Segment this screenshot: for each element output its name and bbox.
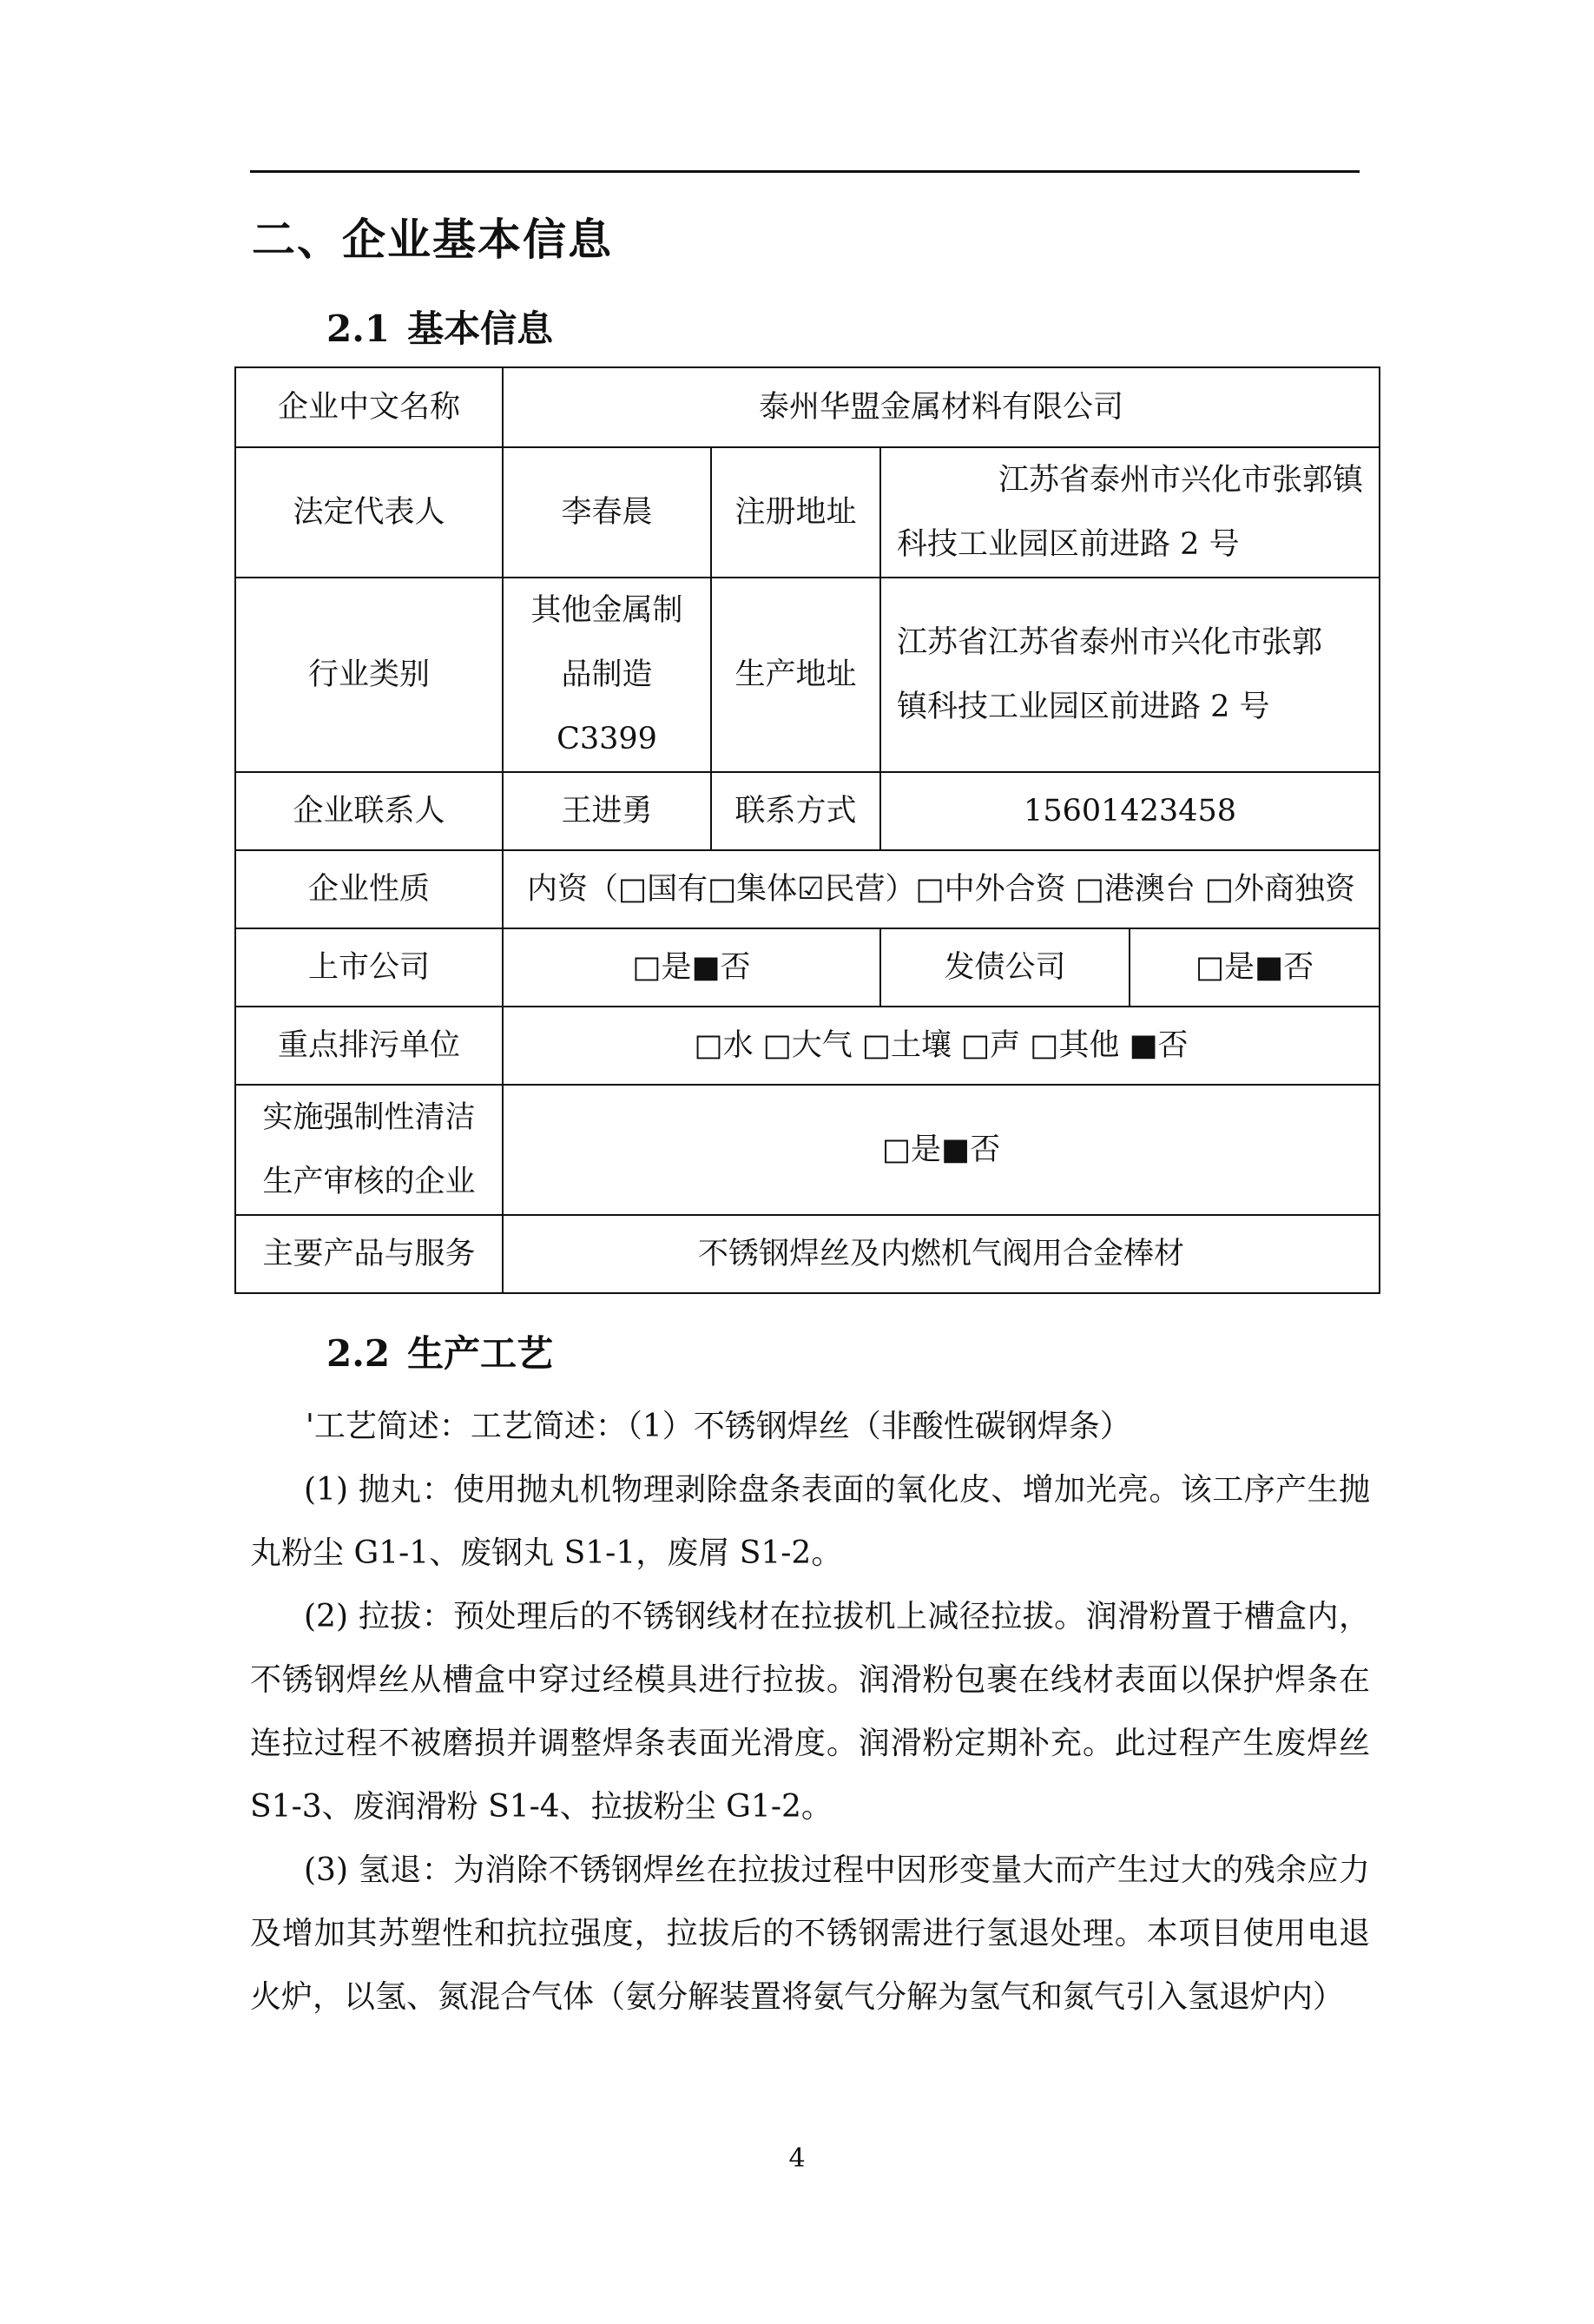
label-phone: 联系方式 xyxy=(711,772,880,850)
key-polluter: □水 □大气 □土壤 □声 □其他 ■否 xyxy=(503,1007,1380,1085)
label-key-polluter: 重点排污单位 xyxy=(235,1007,503,1085)
process-intro: '工艺简述：工艺简述：（1）不锈钢焊丝（非酸性碳钢焊条） xyxy=(306,1409,1131,1444)
label-prod-address: 生产地址 xyxy=(711,578,880,772)
reg-address xyxy=(880,447,1380,578)
subsection-number: 2.2 xyxy=(326,1332,391,1375)
subsection-title-process xyxy=(326,1325,553,1377)
table-row xyxy=(235,578,1380,772)
industry-code: C3399 xyxy=(557,722,657,756)
table-row xyxy=(235,1085,1380,1215)
bond-status: □是■否 xyxy=(1130,928,1380,1007)
label-reg-address: 注册地址 xyxy=(711,447,880,578)
reg-address-line2: 科技工业园区前进路 2 号 xyxy=(897,527,1240,562)
label-clean-audit xyxy=(235,1085,503,1215)
section-title: 二、企业基本信息 xyxy=(252,215,613,265)
table-row xyxy=(235,1007,1380,1085)
table-row xyxy=(235,447,1380,578)
table-row xyxy=(235,367,1380,447)
paragraph-text: (3) 氢退：为消除不锈钢焊丝在拉拔过程中因形变量大而产生过大的残余应力及增加其苏塑性和抗拉强度，拉拔后的不锈钢需进行氢退处理。本项目使用电退火炉，以氢、氮混合气体（氨分解装置将氨气分解为氢气和氮气引入氢退炉内） xyxy=(250,1852,1370,2015)
subsection-title-basic-info xyxy=(326,300,553,353)
label-clean-audit-line2: 生产审核的企业 xyxy=(262,1165,476,1199)
industry-line2: 品制造 xyxy=(561,657,653,692)
basic-info-table xyxy=(234,366,1380,1294)
subsection-label: 基本信息 xyxy=(407,307,554,350)
process-step-annealing xyxy=(250,1839,1370,2029)
subsection-number: 2.1 xyxy=(326,307,391,350)
phone: 15601423458 xyxy=(880,772,1380,850)
table-row xyxy=(235,772,1380,850)
page-number: 4 xyxy=(788,2143,806,2174)
prod-address xyxy=(880,578,1380,772)
prod-address-line2: 镇科技工业园区前进路 2 号 xyxy=(897,690,1270,724)
label-industry: 行业类别 xyxy=(235,578,503,772)
legal-rep: 李春晨 xyxy=(503,447,711,578)
company-name: 泰州华盟金属材料有限公司 xyxy=(503,367,1380,447)
clean-audit: □是■否 xyxy=(503,1085,1380,1215)
paragraph-text: (2) 拉拔：预处理后的不锈钢线材在拉拔机上减径拉拔。润滑粉置于槽盒内，不锈钢焊丝从槽盒中穿过经模具进行拉拔。润滑粉包裹在线材表面以保护焊条在连拉过程不被磨损并调整焊条表面光滑度。润滑粉定期补充。此过程产生废焊丝 S1-3、废润滑粉 S1-4、拉拔粉尘 G1-2。 xyxy=(250,1599,1370,1825)
label-bond: 发债公司 xyxy=(880,928,1130,1007)
label-listed: 上市公司 xyxy=(235,928,503,1007)
process-step-drawing xyxy=(250,1585,1370,1839)
process-step-shot-blasting xyxy=(250,1458,1370,1585)
reg-address-line1: 江苏省泰州市兴化市张郭镇 xyxy=(998,463,1364,498)
listed-status: □是■否 xyxy=(503,928,880,1007)
prod-address-line1: 江苏省江苏省泰州市兴化市张郭 xyxy=(897,625,1323,660)
industry xyxy=(503,578,711,772)
label-contact: 企业联系人 xyxy=(235,772,503,850)
industry-line1: 其他金属制 xyxy=(530,593,683,628)
label-nature: 企业性质 xyxy=(235,850,503,928)
table-row xyxy=(235,928,1380,1007)
label-legal-rep: 法定代表人 xyxy=(235,447,503,578)
paragraph-text: (1) 抛丸：使用抛丸机物理剥除盘条表面的氧化皮、增加光亮。该工序产生抛丸粉尘 G1-1、废钢丸 S1-1，废屑 S1-2。 xyxy=(250,1472,1370,1571)
table-row xyxy=(235,850,1380,928)
label-clean-audit-line1: 实施强制性清洁 xyxy=(262,1100,476,1135)
table-row xyxy=(235,1215,1380,1293)
label-company-name: 企业中文名称 xyxy=(235,367,503,447)
label-products: 主要产品与服务 xyxy=(235,1215,503,1293)
company-nature: 内资（□国有□集体☑民营）□中外合资 □港澳台 □外商独资 xyxy=(503,850,1380,928)
subsection-label: 生产工艺 xyxy=(407,1332,554,1375)
contact-person: 王进勇 xyxy=(503,772,711,850)
products: 不锈钢焊丝及内燃机气阀用合金棒材 xyxy=(503,1215,1380,1293)
header-rule xyxy=(250,170,1360,173)
